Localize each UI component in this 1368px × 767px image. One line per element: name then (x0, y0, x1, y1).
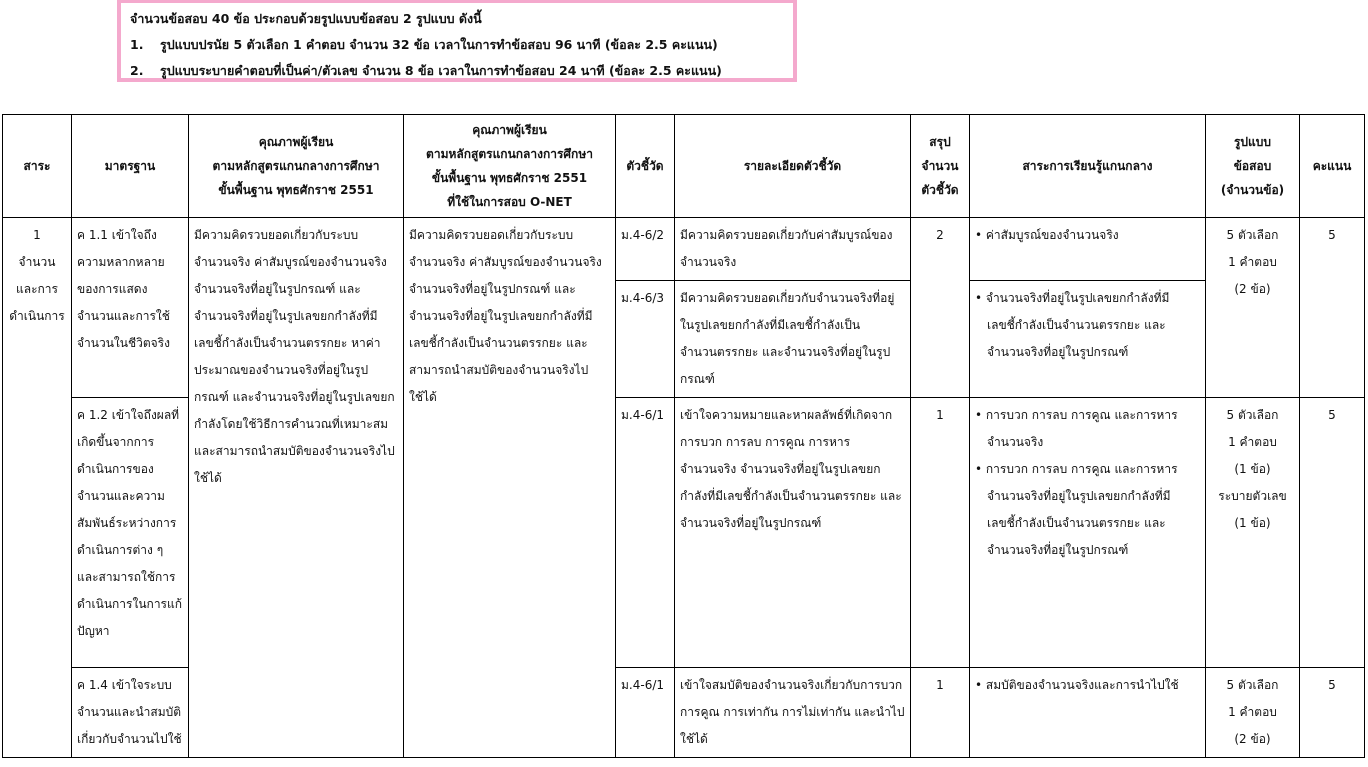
summary-cell: 2 (911, 218, 970, 398)
detail-cell: เข้าใจความหมายและหาผลลัพธ์ที่เกิดจากการบวก การลบ การคูณ การหารจำนวนจริง จำนวนจริงที่อยู่ในรูปเลขยกกำลังที่มีเลขชี้กำลังเป็นจำนวนตรรกยะ และจำนวนจริงที่อยู่ในรูปกรณฑ์ (675, 398, 911, 668)
table-row (3, 218, 1365, 281)
detail-cell: มีความคิดรวบยอดเกี่ยวกับค่าสัมบูรณ์ของจำนวนจริง (675, 218, 911, 281)
core-content-cell: • สมบัติของจำนวนจริงและการนำไปใช้ (970, 668, 1206, 758)
exam-info-item: 2. รูปแบบระบายคำตอบที่เป็นค่า/ตัวเลข จำนวน 8 ข้อ เวลาในการทำข้อสอบ 24 นาที (ข้อละ 2.5 คะแนน) (130, 63, 722, 78)
core-content-cell: • การบวก การลบ การคูณ และการหารจำนวนจริง • การบวก การลบ การคูณ และการหารจำนวนจริงที่อยู่ในรูปเลขยกกำลังที่มีเลขชี้กำลังเป็นจำนวนตรรกยะ และจำนวนจริงที่อยู่ในรูปกรณฑ์ (970, 398, 1206, 668)
detail-cell: มีความคิดรวบยอดเกี่ยวกับจำนวนจริงที่อยู่ในรูปเลขยกกำลังที่มีเลขชี้กำลังเป็นจำนวนตรรกยะ และจำนวนจริงที่อยู่ในรูปกรณฑ์ (675, 281, 911, 398)
strand-cell: 1 จำนวน และการ ดำเนินการ (3, 218, 72, 758)
summary-cell: 1 (911, 398, 970, 668)
format-cell: 5 ตัวเลือก 1 คำตอบ (1 ข้อ) ระบายตัวเลข (1 ข้อ) (1206, 398, 1300, 668)
summary-cell: 1 (911, 668, 970, 758)
detail-cell: เข้าใจสมบัติของจำนวนจริงเกี่ยวกับการบวก การคูณ การเท่ากัน การไม่เท่ากัน และนำไปใช้ได้ (675, 668, 911, 758)
format-cell: 5 ตัวเลือก 1 คำตอบ (2 ข้อ) (1206, 668, 1300, 758)
header-score: คะแนน (1300, 115, 1365, 218)
standard-cell: ค 1.2 เข้าใจถึงผลที่เกิดขึ้นจากการดำเนินการของจำนวนและความสัมพันธ์ระหว่างการดำเนินการต่าง ๆ และสามารถใช้การดำเนินการในการแก้ปัญหา (72, 398, 189, 668)
curriculum-table (2, 114, 1365, 758)
header-detail: รายละเอียดตัวชี้วัด (675, 115, 911, 218)
indicator-cell: ม.4-6/1 (616, 668, 675, 758)
header-quality-onet: คุณภาพผู้เรียน ตามหลักสูตรแกนกลางการศึกษา ขั้นพื้นฐาน พุทธศักราช 2551 ที่ใช้ในการสอบ O-NET (404, 115, 616, 218)
indicator-cell: ม.4-6/3 (616, 281, 675, 398)
quality-onet-cell: มีความคิดรวบยอดเกี่ยวกับระบบจำนวนจริง ค่าสัมบูรณ์ของจำนวนจริง จำนวนจริงที่อยู่ในรูปกรณฑ์ และจำนวนจริงที่อยู่ในรูปเลขยกกำลังที่มีเลขชี้กำลังเป็นจำนวนตรรกยะ และสามารถนำสมบัติของจำนวนจริงไปใช้ได้ (404, 218, 616, 758)
format-cell: 5 ตัวเลือก 1 คำตอบ (2 ข้อ) (1206, 218, 1300, 398)
table-header-row (3, 115, 1365, 218)
exam-info-box (117, 0, 797, 82)
quality-core-cell: มีความคิดรวบยอดเกี่ยวกับระบบจำนวนจริง ค่าสัมบูรณ์ของจำนวนจริง จำนวนจริงที่อยู่ในรูปกรณฑ์ และจำนวนจริงที่อยู่ในรูปเลขยกกำลังที่มีเลขชี้กำลังเป็นจำนวนตรรกยะ หาค่าประมาณของจำนวนจริงที่อยู่ในรูปกรณฑ์ และจำนวนจริงที่อยู่ในรูปเลขยกกำลังโดยใช้วิธีการคำนวณที่เหมาะสมและสามารถนำสมบัติของจำนวนจริงไปใช้ได้ (189, 218, 404, 758)
header-standard: มาตรฐาน (72, 115, 189, 218)
score-cell: 5 (1300, 668, 1365, 758)
standard-cell: ค 1.4 เข้าใจระบบจำนวนและนำสมบัติเกี่ยวกับจำนวนไปใช้ (72, 668, 189, 758)
header-summary: สรุป จำนวน ตัวชี้วัด (911, 115, 970, 218)
score-cell: 5 (1300, 398, 1365, 668)
header-format: รูปแบบ ข้อสอบ (จำนวนข้อ) (1206, 115, 1300, 218)
exam-info-item: 1. รูปแบบปรนัย 5 ตัวเลือก 1 คำตอบ จำนวน 32 ข้อ เวลาในการทำข้อสอบ 96 นาที (ข้อละ 2.5 คะแนน) (130, 37, 718, 52)
header-quality-core: คุณภาพผู้เรียน ตามหลักสูตรแกนกลางการศึกษา ขั้นพื้นฐาน พุทธศักราช 2551 (189, 115, 404, 218)
core-content-cell: • จำนวนจริงที่อยู่ในรูปเลขยกกำลังที่มีเลขชี้กำลังเป็นจำนวนตรรกยะ และจำนวนจริงที่อยู่ในรูปกรณฑ์ (970, 281, 1206, 398)
standard-cell: ค 1.1 เข้าใจถึงความหลากหลายของการแสดงจำนวนและการใช้จำนวนในชีวิตจริง (72, 218, 189, 398)
core-content-cell: • ค่าสัมบูรณ์ของจำนวนจริง (970, 218, 1206, 281)
indicator-cell: ม.4-6/2 (616, 218, 675, 281)
indicator-cell: ม.4-6/1 (616, 398, 675, 668)
score-cell: 5 (1300, 218, 1365, 398)
exam-info-intro: จำนวนข้อสอบ 40 ข้อ ประกอบด้วยรูปแบบข้อสอบ 2 รูปแบบ ดังนี้ (130, 11, 482, 26)
header-core-content: สาระการเรียนรู้แกนกลาง (970, 115, 1206, 218)
header-strand: สาระ (3, 115, 72, 218)
header-indicator: ตัวชี้วัด (616, 115, 675, 218)
